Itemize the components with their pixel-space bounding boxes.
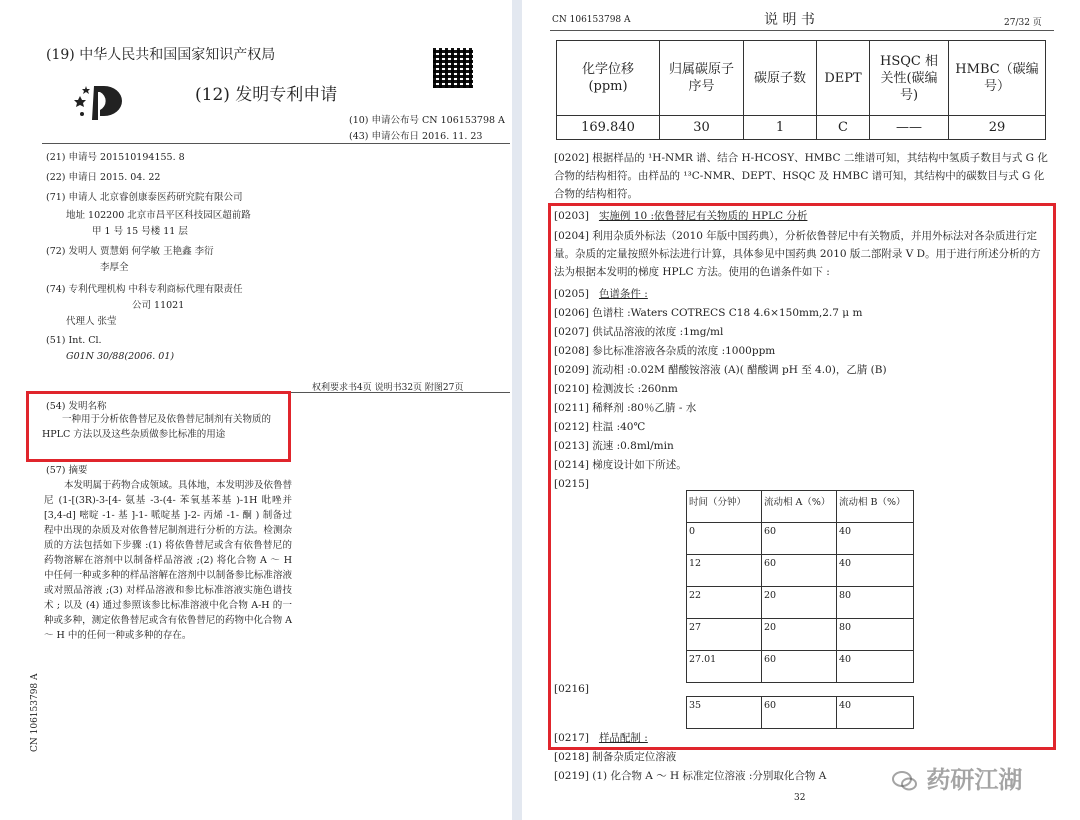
nmr-cell: 1 (744, 116, 817, 140)
nmr-header-dept: DEPT (817, 41, 870, 116)
inventors-line-1: (72) 发明人 贾慧娟 何学敏 王艳鑫 李衍 (46, 246, 214, 257)
gradient-cell: 60 (762, 523, 837, 555)
nmr-header-hmbc: HMBC（碳编号） (949, 41, 1046, 116)
address-line-2: 甲 1 号 15 号楼 11 层 (92, 226, 188, 237)
paragraph-0216: [0216] (554, 683, 589, 695)
watermark-text: 药研江湖 (926, 766, 1023, 794)
gradient-cell: 12 (687, 555, 762, 587)
gradient-cell: 80 (837, 619, 914, 651)
nmr-cell: 29 (949, 116, 1046, 140)
application-number: (21) 申请号 201510194155. 8 (46, 152, 185, 163)
gradient-header-time: 时间（分钟） (687, 491, 762, 523)
paragraph-0217-number: [0217] (554, 732, 589, 744)
paragraph-0212: [0212] 柱温 :40℃ (554, 421, 646, 433)
header-section-title: 说 明 书 (764, 12, 815, 28)
cnipa-logo-icon (74, 80, 126, 122)
paragraph-0205-number: [0205] (554, 288, 589, 300)
nmr-cell: C (817, 116, 870, 140)
specification-page (522, 0, 1080, 820)
gradient-cell: 40 (837, 555, 914, 587)
header-divider (42, 143, 510, 144)
nmr-cell: 169.840 (557, 116, 660, 140)
address-line-1: 地址 102200 北京市昌平区科技园区超前路 (66, 210, 251, 221)
gradient-cell: 60 (762, 651, 837, 683)
agent: 代理人 张莹 (66, 316, 117, 327)
gradient-header-phase-b: 流动相 B（%） (837, 491, 914, 523)
paragraph-0202: [0202] 根据样品的 ¹H-NMR 谱、结合 H-HCOSY、HMBC 二维谱可知，其结构中氢质子数目与式 G 化合物的结构相符。由样品的 ¹³C-NMR、DEPT、HSQC 及 HMBC 谱可知，其结构中的碳数目与式 G 化合物的结构相符。 (554, 152, 1048, 200)
chromatographic-conditions-label: 色谱条件 : (598, 288, 648, 300)
paragraph-0206: [0206] 色谱柱 :Waters COTRECS C18 4.6×150mm,2.7 μ m (554, 307, 863, 319)
gradient-table (686, 490, 914, 683)
paragraph-0205 (554, 285, 648, 303)
application-date: (22) 申请日 2015. 04. 22 (46, 172, 161, 183)
nmr-header-hsqc: HSQC 相关性(碳编号) (870, 41, 949, 116)
header-rule (550, 30, 1054, 31)
gradient-cell: 0 (687, 523, 762, 555)
wechat-icon (892, 770, 918, 792)
gradient-cell: 27 (687, 619, 762, 651)
nmr-cell: 30 (660, 116, 744, 140)
gradient-cell: 20 (762, 619, 837, 651)
nmr-table (556, 40, 1046, 140)
inventors-line-2: 李厚全 (100, 262, 129, 273)
paragraph-0219: [0219] (1) 化合物 A ～ H 标准定位溶液 :分别取化合物 A (554, 770, 827, 782)
qr-code-icon (433, 48, 473, 88)
gradient-cell: 40 (837, 523, 914, 555)
nmr-header-shift: 化学位移 (ppm) (557, 41, 660, 116)
applicant: (71) 申请人 北京睿创康泰医药研究院有限公司 (46, 192, 243, 203)
title-highlight-box (26, 391, 291, 462)
paragraph-0214: [0214] 梯度设计如下所述。 (554, 459, 687, 471)
paragraph-0218: [0218] 制备杂质定位溶液 (554, 751, 677, 763)
paragraph-0217 (554, 729, 648, 747)
office-name: (19) 中华人民共和国国家知识产权局 (46, 47, 276, 63)
page-count-info: 权利要求书4页 说明书32页 附图27页 (312, 383, 464, 393)
gradient-cell: 35 (687, 697, 762, 729)
invention-title: 一种用于分析依鲁替尼及依鲁替尼制剂有关物质的 HPLC 方法以及这些杂质做参比标准的用途 (42, 414, 272, 440)
nmr-cell: —— (870, 116, 949, 140)
gradient-table-continued (686, 696, 914, 729)
int-cl-label: (51) Int. Cl. (46, 335, 102, 346)
gradient-cell: 27.01 (687, 651, 762, 683)
paragraph-0215: [0215] (554, 478, 589, 490)
abstract-text: 本发明属于药物合成领域。具体地，本发明涉及依鲁替尼 (1-[(3R)-3-[4- 氨基 -3-(4- 苯氧基苯基 )-1H 吡唑并 [3,4-d] 嘧啶 -1- 基 ]-1- 哌啶基 ]-2- 丙烯 -1- 酮 ) 制备过程中出现的杂质及对依鲁替尼制剂进行分析的方法。检测杂质的方法包括如下步骤 :(1) 将依鲁替尼或含有依鲁替尼的药物溶解在溶剂中以制备样品溶液 ;(2) 将化合物 A ～ H 中任何一种或多种的样品溶解在溶剂中以制备参比标准溶液或对照品溶液 ;(3) 对样品溶液和参比标准溶液实施色谱技术 ; 以及 (4) 通过参照该参比标准溶液中化合物 A-H 的一种或多种，测定依鲁替尼或含有依鲁替尼的药物中化合物 A ～ H 中的任何一种或多种的存在。 (44, 480, 293, 641)
header-doc-number: CN 106153798 A (552, 15, 631, 25)
patent-agency-line-1: (74) 专利代理机构 中科专利商标代理有限责任 (46, 284, 243, 295)
gradient-cell: 20 (762, 587, 837, 619)
abstract-heading: (57) 摘要 (46, 465, 88, 476)
paragraph-0209: [0209] 流动相 :0.02M 醋酸铵溶液 (A)( 醋酸调 pH 至 4.0)，乙腈 (B) (554, 364, 887, 376)
paragraph-0204: [0204] 利用杂质外标法（2010 年版中国药典），分析依鲁替尼中有关物质，并用外标法对各杂质进行定量。杂质的定量按照外标法进行计算，具体参见中国药典 2010 版二部附录 V D。用于进行所述分析的方法为根据本发明的梯度 HPLC 方法。使用的色谱条件如下 : (554, 230, 1041, 278)
gradient-cell: 60 (762, 697, 837, 729)
publication-number: (10) 申请公布号 CN 106153798 A (349, 115, 505, 126)
int-cl-value: G01N 30/88(2006. 01) (66, 351, 175, 362)
sample-preparation-label: 样品配制 : (598, 732, 648, 744)
paragraph-0203-number: [0203] (554, 210, 589, 222)
paragraph-0210: [0210] 检测波长 :260nm (554, 383, 678, 395)
header-page-count: 27/32 页 (1004, 18, 1042, 28)
document-type: (12) 发明专利申请 (195, 85, 338, 105)
gradient-cell: 80 (837, 587, 914, 619)
page-number: 32 (794, 793, 806, 803)
gradient-header-phase-a: 流动相 A（%） (762, 491, 837, 523)
gradient-cell: 40 (837, 651, 914, 683)
side-publication-label: CN 106153798 A (30, 673, 40, 752)
page-divider (512, 0, 522, 820)
nmr-header-carbon-count: 碳原子数 (744, 41, 817, 116)
nmr-header-carbon-no: 归属碳原子序号 (660, 41, 744, 116)
publication-date: (43) 申请公布日 2016. 11. 23 (349, 131, 483, 142)
watermark (892, 760, 1022, 795)
gradient-cell: 40 (837, 697, 914, 729)
title-heading: (54) 发明名称 (46, 401, 107, 412)
example-10-title: 实施例 10 :依鲁替尼有关物质的 HPLC 分析 (598, 210, 808, 222)
paragraph-0211: [0211] 稀释剂 :80％乙腈 - 水 (554, 402, 697, 414)
gradient-cell: 22 (687, 587, 762, 619)
patent-agency-line-2: 公司 11021 (132, 300, 185, 311)
gradient-cell: 60 (762, 555, 837, 587)
paragraph-0208: [0208] 参比标准溶液各杂质的浓度 :1000ppm (554, 345, 776, 357)
paragraph-0203 (554, 207, 807, 225)
paragraph-0213: [0213] 流速 :0.8ml/min (554, 440, 674, 452)
paragraph-0207: [0207] 供试品溶液的浓度 :1mg/ml (554, 326, 724, 338)
patent-cover-page (0, 0, 512, 820)
